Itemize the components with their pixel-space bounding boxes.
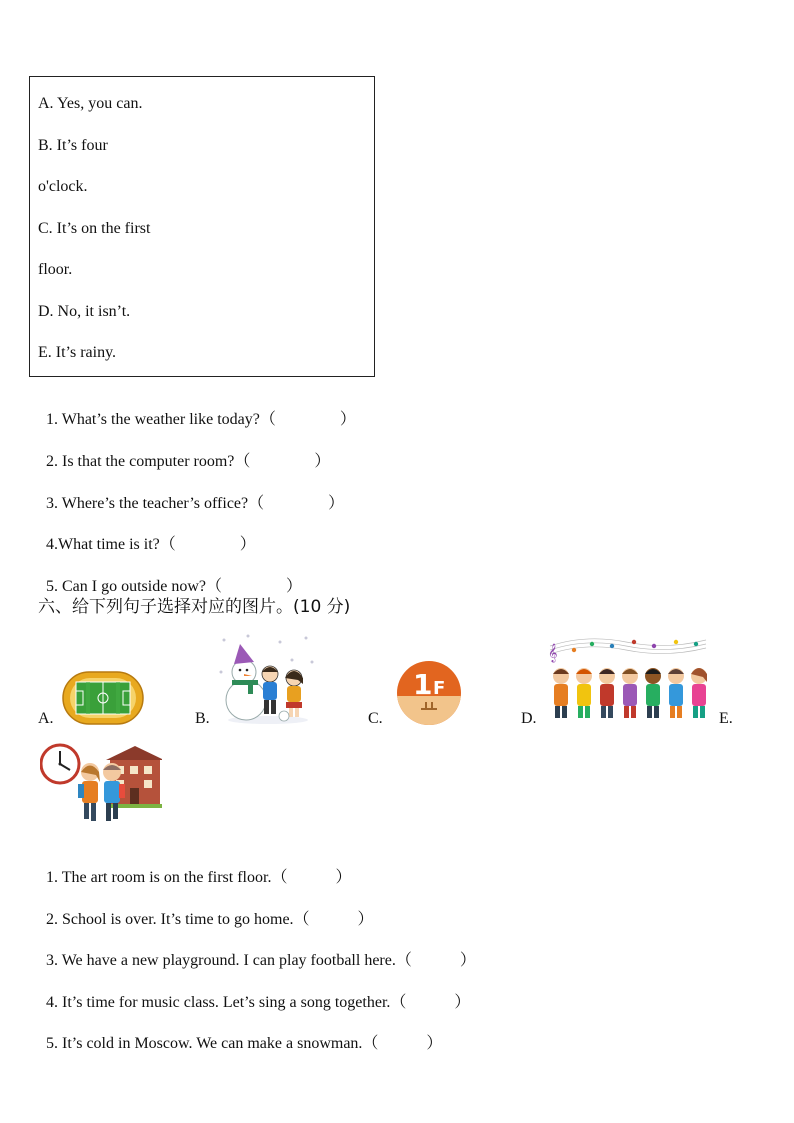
answer-blank[interactable]: （ ） [205, 578, 302, 595]
answer-blank[interactable]: （ ） [248, 495, 345, 512]
option-e: E. It’s rainy. [38, 344, 117, 361]
first-floor-sign-image [393, 660, 465, 726]
question-1-5: 5. Can I go outside now?（ ） [46, 578, 302, 595]
picture-label-a: A. [38, 710, 54, 727]
floor-letter: F [433, 678, 446, 699]
question-1-1: 1. What’s the weather like today?（ ） [46, 411, 356, 428]
snowman-image [218, 632, 318, 724]
answer-blank[interactable]: （ ） [271, 869, 352, 886]
question-1-2: 2. Is that the computer room?（ ） [46, 453, 331, 470]
picture-label-d: D. [521, 710, 537, 727]
school-over-image [40, 742, 162, 828]
floor-number: 1 [413, 668, 433, 701]
answer-blank[interactable]: （ ） [390, 994, 471, 1011]
question-2-4: 4. It’s time for music class. Let’s sing a song together.（ ） [46, 994, 471, 1011]
option-b-cont: o'clock. [38, 178, 88, 195]
picture-label-b: B. [195, 710, 210, 727]
question-2-3: 3. We have a new playground. I can play football here.（ ） [46, 952, 476, 969]
answer-options-box [29, 76, 375, 377]
answer-blank[interactable]: （ ） [259, 411, 356, 428]
question-1-4: 4.What time is it?（ ） [46, 536, 256, 553]
option-c-cont: floor. [38, 261, 73, 278]
option-b: B. It’s four [38, 137, 108, 154]
option-d: D. No, it isn’t. [38, 303, 131, 320]
question-1-3: 3. Where’s the teacher’s office?（ ） [46, 495, 345, 512]
section-title: 六、给下列句子选择对应的图片。(10 分) [38, 597, 351, 617]
answer-blank[interactable]: （ ） [159, 536, 256, 553]
answer-blank[interactable]: （ ） [293, 911, 374, 928]
picture-label-c: C. [368, 710, 383, 727]
option-c: C. It’s on the first [38, 220, 151, 237]
option-a: A. Yes, you can. [38, 95, 143, 112]
answer-blank[interactable]: （ ） [362, 1035, 443, 1052]
answer-blank[interactable]: （ ） [395, 952, 476, 969]
question-2-5: 5. It’s cold in Moscow. We can make a snowman.（ ） [46, 1035, 443, 1052]
picture-label-e: E. [719, 710, 733, 727]
answer-blank[interactable]: （ ） [234, 453, 331, 470]
svg-text:𝄞: 𝄞 [548, 643, 558, 662]
football-field-image [62, 670, 144, 726]
question-2-2: 2. School is over. It’s time to go home.（ ） [46, 911, 374, 928]
question-2-1: 1. The art room is on the first floor.（ ） [46, 869, 352, 886]
singing-children-image [546, 632, 712, 726]
